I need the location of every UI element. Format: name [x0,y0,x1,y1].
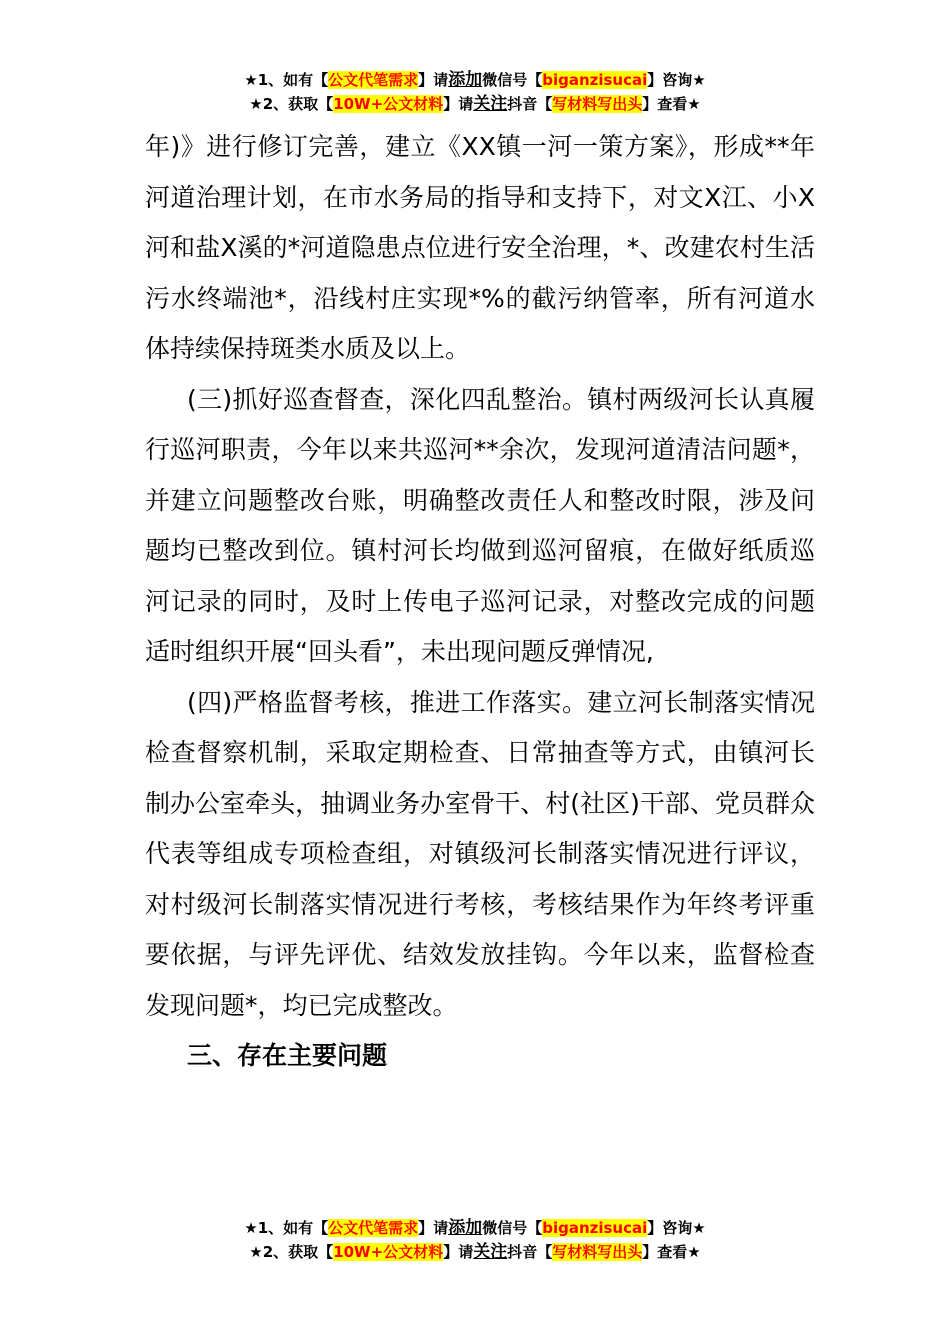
promo-line-2: ★2、获取【10W+公文材料】请关注抖音【写材料写出头】查看★ [249,94,701,114]
highlight-service: 公文代笔需求 [328,71,419,89]
highlight-wechat-id: biganzisucai [542,71,648,89]
promo-line-2: ★2、获取【10W+公文材料】请关注抖音【写材料写出头】查看★ [249,1242,701,1262]
underlined-follow: 关注 [473,1242,508,1262]
section-heading: 三、存在主要问题 [187,1041,388,1070]
paragraph-continued: 年)》进行修订完善，建立《XX镇一河一策方案》，形成**年河道治理计划，在市水务局的指导和支持下，对文X江、小X河和盐X溪的*河道隐患点位进行安全治理，*、改建农村生活污水终端池*，沿线村庄实现*%的截污纳管率，所有河道水体持续保持斑类水质及以上。 [145,132,815,363]
promo-banner-top [0,68,950,116]
promo-line-1: ★1、如有【公文代笔需求】请添加微信号【biganzisucai】咨询★ [244,70,706,90]
highlight-douyin-id: 写材料写出头 [552,1243,643,1261]
document-body [145,122,815,1082]
highlight-douyin-id: 写材料写出头 [552,95,643,113]
paragraph-inspection: (三)抓好巡查督查，深化四乱整治。镇村两级河长认真履行巡河职责，今年以来共巡河**余次，发现河道清洁问题*，并建立问题整改台账，明确整改责任人和整改时限，涉及问题均已整改到位。镇村河长均做到巡河留痕，在做好纸质巡河记录的同时，及时上传电子巡河记录，对整改完成的问题适时组织开展“回头看”，未出现问题反弹情况, [145,384,815,666]
underlined-add: 添加 [448,70,483,90]
promo-line-1: ★1、如有【公文代笔需求】请添加微信号【biganzisucai】咨询★ [244,1218,706,1238]
underlined-follow: 关注 [473,94,508,114]
underlined-add: 添加 [448,1218,483,1238]
paragraph-supervision: (四)严格监督考核，推进工作落实。建立河长制落实情况检查督察机制，采取定期检查、日常抽查等方式，由镇河长制办公室牵头，抽调业务办室骨干、村(社区)干部、党员群众代表等组成专项检查组，对镇级河长制落实情况进行评议，对村级河长制落实情况进行考核，考核结果作为年终考评重要依据，与评先评优、结效发放挂钩。今年以来，监督检查发现问题*，均已完成整改。 [145,687,815,1020]
highlight-materials: 10W+公文材料 [333,1243,444,1261]
highlight-materials: 10W+公文材料 [333,95,444,113]
highlight-wechat-id: biganzisucai [542,1219,648,1237]
promo-banner-bottom [0,1216,950,1264]
highlight-service: 公文代笔需求 [328,1219,419,1237]
